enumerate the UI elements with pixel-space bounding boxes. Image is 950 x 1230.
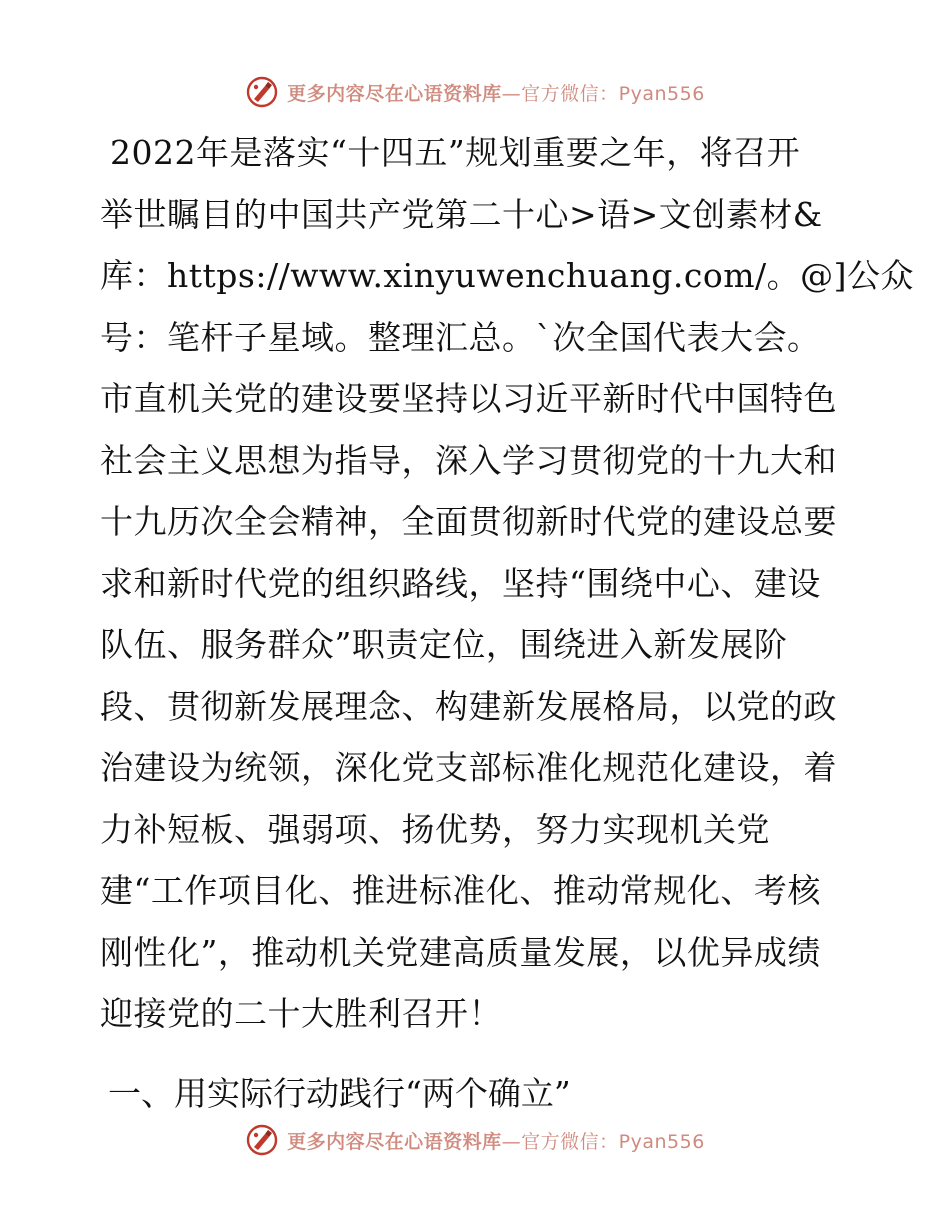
watermark-text <box>287 79 705 106</box>
paragraph-line: 举世瞩目的中国共产党第二十心>语>文创素材& <box>100 194 823 234</box>
watermark-brand: 更多内容尽在心语资料库 <box>287 82 502 105</box>
footer-watermark <box>0 1120 950 1160</box>
watermark-wechat: 官方微信：Pyan556 <box>521 82 705 105</box>
watermark-wechat: 官方微信：Pyan556 <box>521 1130 705 1153</box>
watermark-separator: — <box>501 1130 522 1153</box>
section-heading: 一、用实际行动践行“两个确立” <box>108 1073 571 1113</box>
paragraph-line: 十九历次全会精神，全面贯彻新时代党的建设总要 <box>100 502 837 541</box>
paragraph-line: 治建设为统领，深化党支部标准化规范化建设，着 <box>100 748 837 787</box>
paragraph-line: 力补短板、强弱项、扬优势，努力实现机关党 <box>100 809 770 849</box>
paragraph-line: 社会主义思想为指导，深入学习贯彻党的十九大和 <box>100 440 837 480</box>
paragraph-line: 刚性化”，推动机关党建高质量发展，以优异成绩 <box>100 932 821 972</box>
paragraph-line: 2022年是落实“十四五”规划重要之年，将召开 <box>110 133 801 172</box>
header-watermark <box>0 72 950 112</box>
pen-logo-icon <box>245 75 279 109</box>
paragraph-line: 队伍、服务群众”职责定位，围绕进入新发展阶 <box>100 625 788 664</box>
watermark-separator: — <box>501 82 522 105</box>
paragraph-line: 库：https://www.xinyuwenchuang.com/。@]公众 <box>100 256 915 295</box>
paragraph-line: 段、贯彻新发展理念、构建新发展格局，以党的政 <box>100 686 837 726</box>
paragraph-line: 建“工作项目化、推进标准化、推动常规化、考核 <box>100 871 821 910</box>
watermark-text <box>287 1127 705 1154</box>
paragraph-line: 号：笔杆子星域。整理汇总。`次全国代表大会。 <box>100 317 821 357</box>
document-body <box>100 122 915 1124</box>
paragraph-line: 迎接党的二十大胜利召开！ <box>100 994 502 1033</box>
paragraph-line: 求和新时代党的组织路线，坚持“围绕中心、建设 <box>100 563 821 603</box>
watermark-brand: 更多内容尽在心语资料库 <box>287 1130 502 1153</box>
pen-logo-icon <box>245 1123 279 1157</box>
paragraph-line: 市直机关党的建设要坚持以习近平新时代中国特色 <box>100 379 837 418</box>
